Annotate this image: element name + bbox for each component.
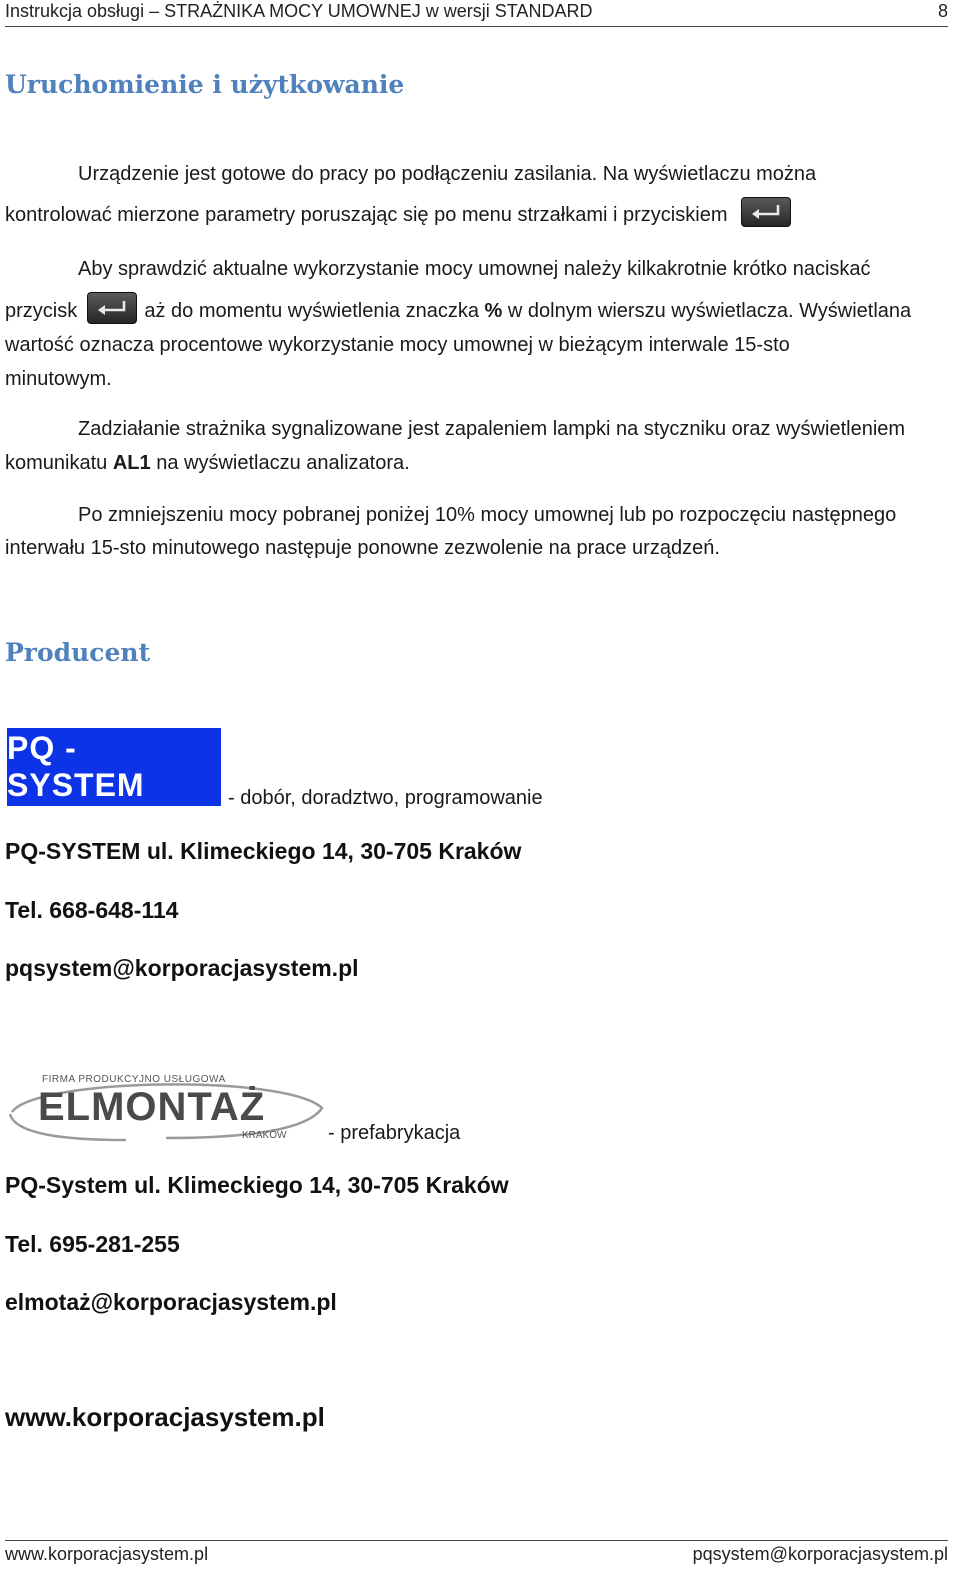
pq-system-address: PQ-SYSTEM ul. Klimeckiego 14, 30-705 Kraków — [5, 838, 522, 864]
paragraph-4-line-1: Po zmniejszeniu mocy pobranej poniżej 10% mocy umownej lub po rozpoczęciu następnego — [78, 504, 897, 526]
enter-key-icon — [87, 292, 137, 324]
paragraph-3-text-b: na wyświetlaczu analizatora. — [156, 452, 410, 474]
paragraph-3-line-1: Zadziałanie strażnika sygnalizowane jest zapaleniem lampki na styczniku oraz wyświetleniem — [78, 418, 906, 440]
paragraph-4-line-2: interwału 15-sto minutowego następuje ponowne zezwolenie na prace urządzeń. — [5, 537, 720, 559]
elmontaz-logo — [6, 1074, 328, 1144]
paragraph-3-text-a: komunikatu — [5, 452, 108, 474]
paragraph-1-line-2 — [5, 198, 791, 232]
footer-website: www.korporacjasystem.pl — [5, 1544, 209, 1564]
paragraph-2-text-c: w dolnym wierszu wyświetlacza. Wyświetlana — [507, 300, 912, 322]
paragraph-2-line-1: Aby sprawdzić aktualne wykorzystanie mocy umownej należy kilkakrotnie krótko naciskać — [78, 258, 871, 280]
elmontaz-role: - prefabrykacja — [328, 1122, 461, 1144]
elmontaz-logo-city: KRAKÓW — [242, 1130, 287, 1141]
enter-key-icon — [741, 197, 791, 227]
paragraph-1-line-1: Urządzenie jest gotowe do pracy po podłączeniu zasilania. Na wyświetlaczu można — [78, 163, 817, 185]
elmontaz-email-link[interactable]: elmotaż@korporacjasystem.pl — [5, 1289, 337, 1315]
pq-system-role: - dobór, doradztwo, programowanie — [228, 787, 543, 809]
pq-system-email-link[interactable]: pqsystem@korporacjasystem.pl — [5, 955, 359, 981]
paragraph-3-line-2 — [5, 446, 410, 480]
website-link[interactable]: www.korporacjasystem.pl — [5, 1402, 325, 1432]
pq-system-logo-text: PQ - SYSTEM — [7, 730, 145, 803]
section-heading-producer: Producent — [5, 638, 151, 667]
percent-symbol: % — [484, 300, 503, 322]
section-heading-usage: Uruchomienie i użytkowanie — [5, 70, 405, 99]
pq-system-logo — [7, 728, 221, 806]
alarm-code: AL1 — [112, 452, 151, 474]
elmontaz-address: PQ-System ul. Klimeckiego 14, 30-705 Kraków — [5, 1172, 509, 1198]
document-title: Instrukcja obsługi – STRAŻNIKA MOCY UMOWNEJ w wersji STANDARD — [5, 1, 593, 21]
paragraph-2-line-3: wartość oznacza procentowe wykorzystanie mocy umownej w bieżącym interwale 15-sto — [5, 334, 790, 356]
elmontaz-phone: Tel. 695-281-255 — [5, 1231, 180, 1257]
page-number: 8 — [937, 1, 948, 21]
paragraph-2-line-4: minutowym. — [5, 368, 112, 390]
footer-email: pqsystem@korporacjasystem.pl — [692, 1544, 948, 1564]
pq-system-phone: Tel. 668-648-114 — [5, 897, 179, 923]
page-footer — [5, 1540, 948, 1589]
paragraph-2-text-a: przycisk — [5, 300, 78, 322]
elmontaz-logo-subtitle: FIRMA PRODUKCYJNO USŁUGOWA — [42, 1074, 226, 1085]
paragraph-1-line-2-text: kontrolować mierzone parametry poruszając się po menu strzałkami i przyciskiem — [5, 204, 728, 226]
paragraph-2-line-2 — [5, 294, 911, 328]
page-header — [5, 0, 948, 27]
elmontaz-logo-name: ELMONTAŻ — [38, 1085, 266, 1129]
paragraph-2-text-b: aż do momentu wyświetlenia znaczka — [144, 300, 479, 322]
